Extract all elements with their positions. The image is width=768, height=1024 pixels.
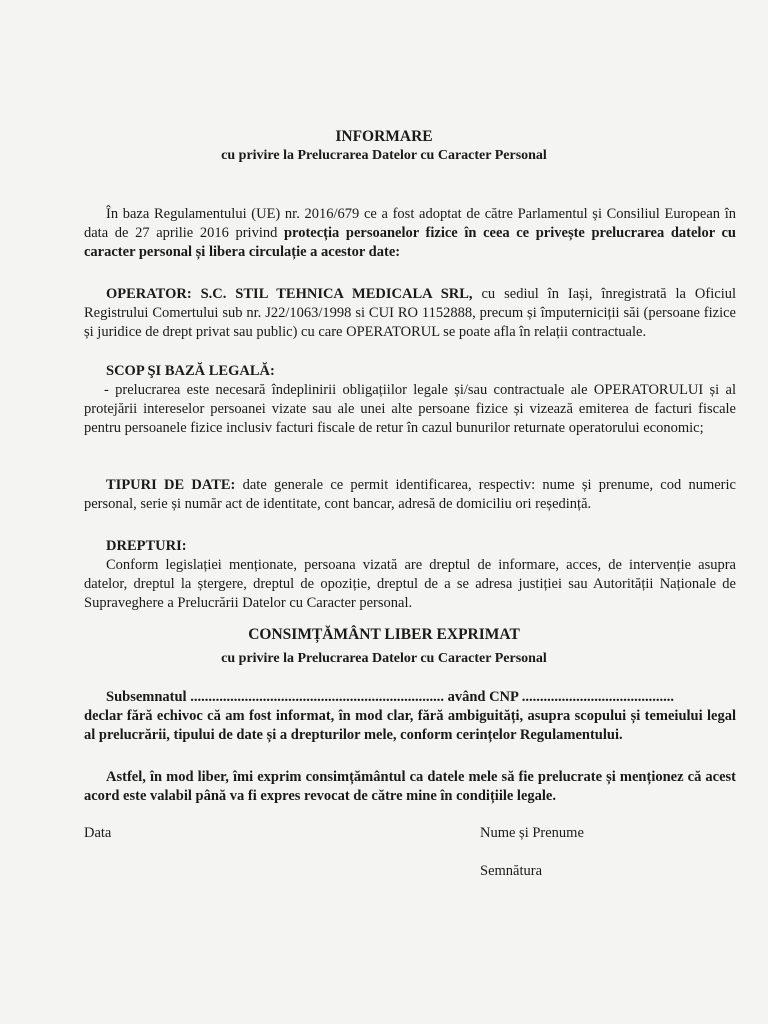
scope-text: - prelucrarea este necesară îndeplinirii obligațiilor legale și/sau contractuale ale OPERATORULUI și al protejării intereselor persoanei vizate sau ale unei alte persoane fizice și vizează emiterea de facturi fiscale pentru persoanele fizice inclusiv facturi fiscale de retur în cazul bunurilor returnate operatorului economic; [84, 382, 736, 436]
consent-statement [84, 768, 736, 806]
date-label: Data [84, 825, 112, 841]
document-title: INFORMARE [335, 128, 433, 145]
rights-heading: DREPTURI: [106, 538, 187, 554]
types-label: TIPURI DE DATE: [106, 477, 236, 493]
operator-label: OPERATOR: S.C. STIL TEHNICA MEDICALA SRL, [106, 286, 473, 302]
rights-text: Conform legislației menționate, persoana vizată are dreptul de informare, acces, de intervenție asupra datelor, dreptul la ștergere, dreptul de opoziție, dreptul de a se adresa justiției sau Autorității Naționale de Supraveghere a Prelucrării Datelor cu Caracter personal. [84, 557, 736, 611]
intro-text: În baza Regulamentului (UE) nr. 2016/679 ce a fost adoptat de către Parlamentul și Consiliul European în data de 27 aprilie 2016 privind [84, 206, 736, 241]
consent-fill-line: Subsemnatul ...................................................................... având CNP .......................................... [106, 689, 674, 705]
name-label: Nume și Prenume [480, 825, 584, 841]
intro-paragraph [84, 205, 736, 262]
scope-heading: SCOP ŞI BAZĂ LEGALĂ: [106, 363, 275, 379]
scope-section [84, 362, 736, 438]
types-paragraph [84, 476, 736, 514]
consent-declaration-text: declar fără echivoc că am fost informat, în mod clar, fără ambiguități, asupra scopului și temeiului legal al prelucrării, tipului de date și a drepturilor mele, conform cerințelor Regulamentului. [84, 708, 736, 743]
signature-label: Semnătura [480, 863, 543, 879]
rights-section [84, 537, 736, 613]
consent-declaration [84, 688, 736, 745]
types-text: date generale ce permit identificarea, respectiv: nume și prenume, cod numeric personal, serie și număr act de identitate, cont bancar, adresă de domiciliu ori reședință. [84, 477, 736, 512]
consent-statement-text: Astfel, în mod liber, îmi exprim consimțământul ca datele mele să fie prelucrate și menționez că acest acord este valabil până va fi expres revocat de către mine în condițiile legale. [84, 769, 736, 804]
consent-title: CONSIMȚĂMÂNT LIBER EXPRIMAT [248, 626, 520, 643]
operator-text: cu sediul în Iași, înregistrată la Oficiul Registrului Comertului sub nr. J22/1063/1998 si CUI RO 1152888, precum și împuterniciții săi (persoane fizice și juridice de drept privat sau public) cu care OPERATORUL se poate afla în relații contractuale. [84, 286, 736, 340]
consent-subtitle: cu privire la Prelucrarea Datelor cu Caracter Personal [221, 651, 547, 666]
document-subtitle: cu privire la Prelucrarea Datelor cu Caracter Personal [221, 148, 547, 163]
intro-emphasis: protecția persoanelor fizice în ceea ce privește prelucrarea datelor cu caracter personal și libera circulație a acestor date: [84, 225, 736, 260]
operator-paragraph [84, 285, 736, 342]
